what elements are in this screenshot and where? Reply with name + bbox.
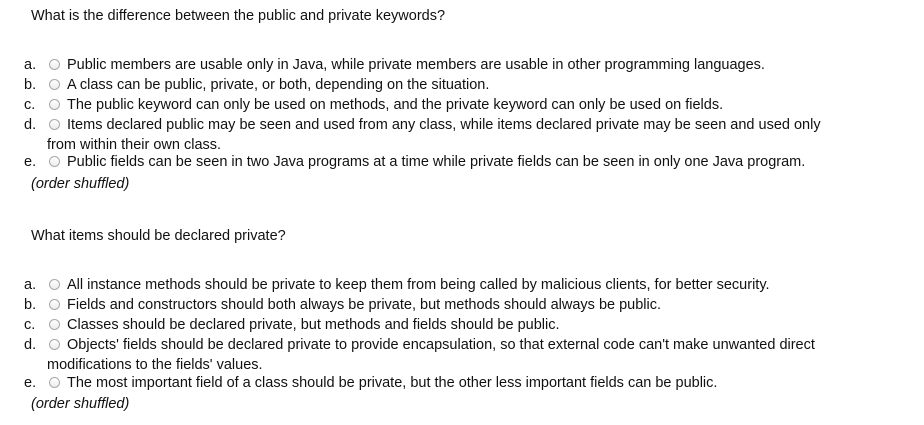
radio-button[interactable] bbox=[49, 119, 60, 130]
choice-label bbox=[67, 75, 917, 95]
choice-label-line: The most important field of a class should be private, but the other less important fields can be public. bbox=[67, 375, 718, 391]
choice-label-line: from within their own class. bbox=[47, 137, 222, 153]
choice-label-line: Public members are usable only in Java, while private members are usable in other programming languages. bbox=[67, 57, 765, 73]
choice-label bbox=[47, 335, 917, 375]
choice-label bbox=[67, 295, 917, 315]
choice-label-line: Public fields can be seen in two Java programs at a time while private fields can be seen in only one Java program. bbox=[67, 154, 806, 170]
choice-label-line: Items declared public may be seen and used from any class, while items declared private may be seen and used only bbox=[67, 117, 821, 133]
choice-label-line: Classes should be declared private, but methods and fields should be public. bbox=[67, 317, 560, 333]
choice-label bbox=[67, 315, 917, 335]
radio-button[interactable] bbox=[49, 156, 60, 167]
radio-button[interactable] bbox=[49, 59, 60, 70]
choice-letter: b. bbox=[24, 77, 37, 93]
choice-letter: d. bbox=[24, 117, 37, 133]
choice-label bbox=[47, 115, 917, 155]
choice-label-line: The public keyword can only be used on methods, and the private keyword can only be used on fields. bbox=[67, 97, 724, 113]
choice-label-line: All instance methods should be private to keep them from being called by malicious clients, for better security. bbox=[67, 277, 770, 293]
question-prompt: What items should be declared private? bbox=[31, 228, 286, 244]
choice-letter: b. bbox=[24, 297, 37, 313]
choice-label bbox=[67, 95, 917, 115]
radio-button[interactable] bbox=[49, 339, 60, 350]
choice-letter: a. bbox=[24, 57, 37, 73]
choice-letter: e. bbox=[24, 154, 37, 170]
choice-label bbox=[67, 55, 917, 75]
choice-letter: d. bbox=[24, 337, 37, 353]
radio-button[interactable] bbox=[49, 79, 60, 90]
choice-label bbox=[67, 275, 917, 295]
choice-label-line: Objects' fields should be declared private to provide encapsulation, so that external code can't make unwanted direct bbox=[67, 337, 815, 353]
choice-label-line: modifications to the fields' values. bbox=[47, 357, 263, 373]
question-prompt: What is the difference between the public and private keywords? bbox=[31, 8, 446, 24]
choice-label bbox=[67, 373, 917, 393]
choice-letter: e. bbox=[24, 375, 37, 391]
order-note: (order shuffled) bbox=[31, 396, 130, 412]
choice-label-line: A class can be public, private, or both, depending on the situation. bbox=[67, 77, 490, 93]
radio-button[interactable] bbox=[49, 377, 60, 388]
radio-button[interactable] bbox=[49, 299, 60, 310]
radio-button[interactable] bbox=[49, 319, 60, 330]
choice-letter: c. bbox=[24, 97, 36, 113]
radio-button[interactable] bbox=[49, 99, 60, 110]
choice-label bbox=[67, 152, 917, 172]
choice-label-line: Fields and constructors should both always be private, but methods should always be public. bbox=[67, 297, 662, 313]
choice-letter: c. bbox=[24, 317, 36, 333]
radio-button[interactable] bbox=[49, 279, 60, 290]
order-note: (order shuffled) bbox=[31, 176, 130, 192]
choice-letter: a. bbox=[24, 277, 37, 293]
